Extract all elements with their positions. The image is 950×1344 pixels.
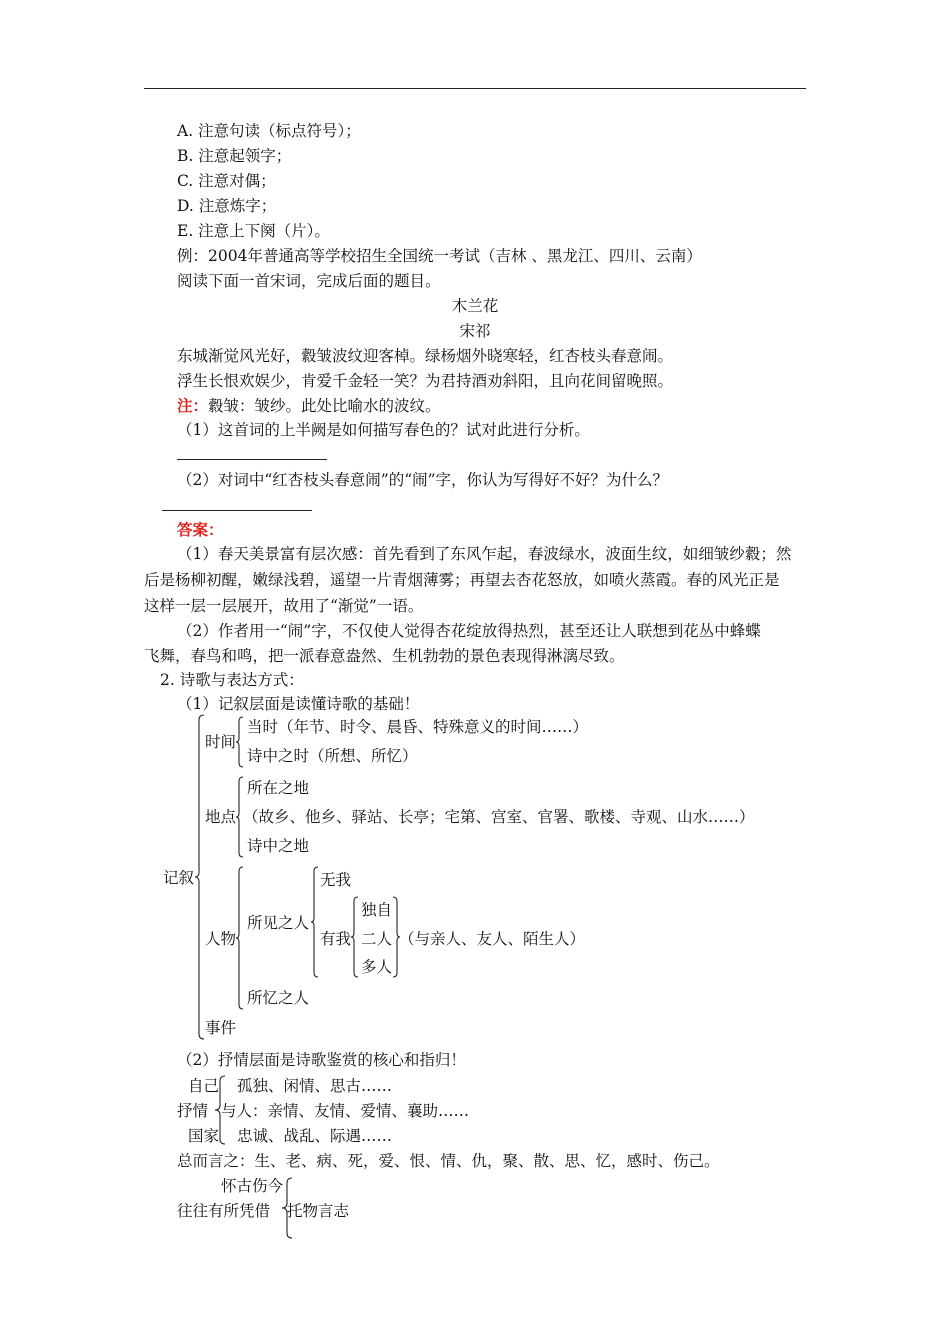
with-me-many: 多人 (361, 958, 393, 976)
lyric-nation-label: 国家 (188, 1127, 220, 1145)
node-place: 地点 (205, 808, 237, 826)
brace-person-icon (235, 866, 245, 1010)
answer-2-line-2: 飞舞，春鸟和鸣，把一派春意盎然、生机勃勃的景色表现得淋漓尽致。 (144, 647, 625, 665)
note-label: 注： (177, 396, 209, 415)
seen-with-me: 有我 (320, 930, 352, 948)
brace-time-icon (235, 716, 245, 768)
lyric-others: 与人：亲情、友情、爱情、襄助…… (221, 1102, 470, 1120)
answer-blank-1 (177, 459, 327, 460)
answer-label: 答案： (177, 520, 224, 539)
lyric-self-label: 自己 (188, 1077, 220, 1095)
with-me-two: 二人 (361, 930, 393, 948)
item-d: D. 注意炼字； (177, 197, 277, 215)
answer-2-line-1: （2）作者用一“闹”字，不仅使人觉得杏花绽放得热烈，甚至还让人联想到花丛中蜂蝶 (177, 622, 761, 640)
question-1: （1）这首词的上半阙是如何描写春色的？试对此进行分析。 (177, 421, 590, 439)
brace-narrative-icon (194, 714, 206, 1040)
section-2-sub-2: （2）抒情层面是诗歌鉴赏的核心和指归！ (177, 1051, 466, 1069)
with-me-relations: （与亲人、友人、陌生人） (399, 930, 586, 948)
summary: 总而言之：生、老、病、死，爱、恨、情、仇，聚、散、思、忆，感时、伤己。 (177, 1152, 720, 1170)
lyric-self-text: 孤独、闲情、思古…… (237, 1077, 393, 1095)
narrative-root: 记叙 (163, 869, 195, 887)
answer-blank-2 (162, 510, 312, 511)
node-person: 人物 (205, 930, 237, 948)
poem-note (177, 396, 441, 416)
lyric-root: 抒情 (177, 1102, 209, 1120)
person-remembered: 所忆之人 (247, 989, 310, 1007)
note-text: 縠皱：皱纱。此处比喻水的波纹。 (208, 397, 441, 415)
question-2: （2）对词中“红杏枝头春意闹”的“闹”字，你认为写得好不好？为什么？ (177, 471, 669, 489)
poem-line-2: 浮生长恨欢娱少，肯爱千金轻一笑？为君持酒劝斜阳，且向花间留晚照。 (177, 372, 674, 390)
place-item-3: 诗中之地 (247, 837, 310, 855)
with-me-alone: 独自 (361, 901, 393, 919)
time-item-1: 当时（年节、时令、晨昏、特殊意义的时间……） (247, 718, 589, 736)
example-source: 例：2004年普通高等学校招生全国统一考试（吉林 、黑龙江、四川、云南） (177, 247, 702, 265)
place-item-2: （故乡、他乡、驿站、长亭；宅第、宫室、官署、歌楼、寺观、山水……） (243, 808, 755, 826)
item-e: E. 注意上下阕（片）。 (177, 222, 330, 240)
header-rule (144, 88, 806, 89)
answer-1-line-2: 后是杨柳初醒，嫩绿浅碧，遥望一片青烟薄雾；再望去杏花怒放，如喷火蒸霞。春的风光正是 (144, 571, 780, 589)
means-rely: 往往有所凭借 (177, 1202, 271, 1220)
node-time: 时间 (205, 733, 237, 751)
item-a: A. 注意句读（标点符号）； (177, 122, 361, 140)
section-2-heading: 2. 诗歌与表达方式： (160, 671, 304, 689)
item-b: B. 注意起领字； (177, 147, 292, 165)
person-seen: 所见之人 (247, 914, 310, 932)
time-item-2: 诗中之时（所想、所忆） (247, 747, 418, 765)
answer-1-line-3: 这样一层一层展开，故用了“渐觉”一语。 (144, 597, 424, 615)
poem-line-1: 东城渐觉风光好，縠皱波纹迎客棹。绿杨烟外晓寒轻，红杏枝头春意闹。 (177, 347, 674, 365)
poem-author: 宋祁 (459, 322, 491, 340)
brace-seen-icon (310, 866, 320, 978)
example-instruction: 阅读下面一首宋词，完成后面的题目。 (177, 272, 441, 290)
seen-none: 无我 (320, 871, 352, 889)
poem-title: 木兰花 (451, 297, 499, 315)
means-nostalgia: 怀古伤今 (221, 1177, 284, 1195)
brace-with-me-icon (350, 896, 360, 978)
node-event: 事件 (205, 1019, 237, 1037)
place-item-1: 所在之地 (247, 779, 310, 797)
lyric-nation-text: 忠诚、战乱、际遇…… (237, 1127, 393, 1145)
means-object: 托物言志 (287, 1202, 350, 1220)
section-2-sub-1: （1）记叙层面是读懂诗歌的基础！ (177, 695, 420, 713)
answer-1-line-1: （1）春天美景富有层次感：首先看到了东风乍起，春波绿水，波面生纹，如细皱纱縠；然 (177, 545, 792, 563)
item-c: C. 注意对偶； (177, 172, 276, 190)
